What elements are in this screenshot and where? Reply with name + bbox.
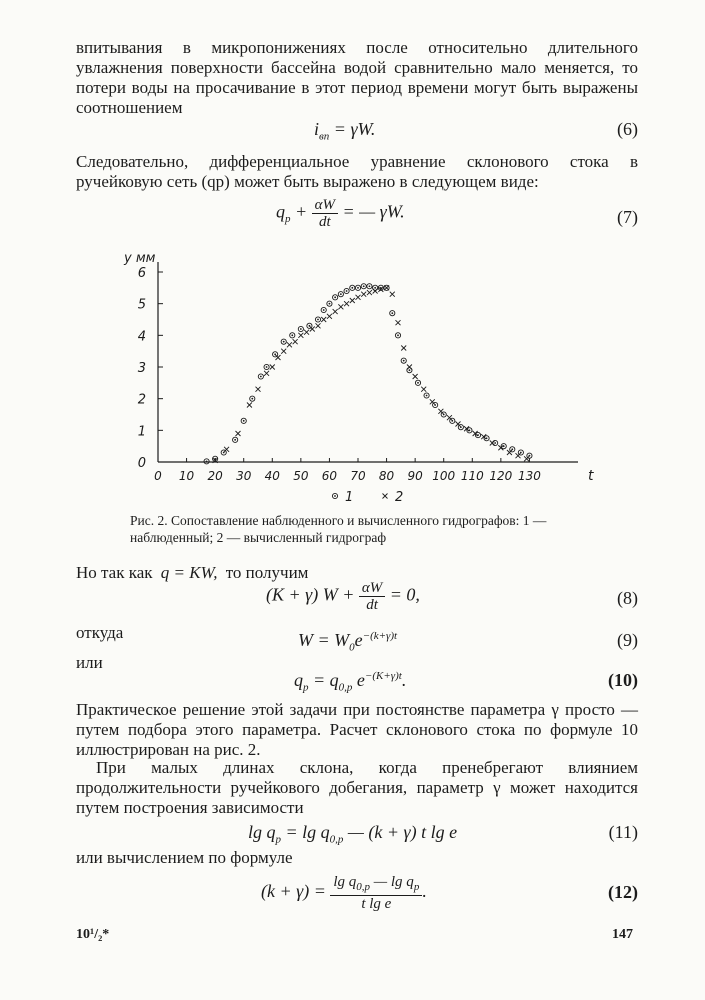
x-tick-label: 130 <box>517 469 541 483</box>
y-tick-label: 6 <box>137 266 146 281</box>
x-tick-label: 40 <box>264 469 280 483</box>
equation-8-body: (K + γ) W + $\frac{\alpha W}{dt}$ = 0, <box>266 580 420 613</box>
equation-8 <box>76 580 638 624</box>
data-point-series-2 <box>430 399 435 404</box>
data-point-series-1-dot <box>234 439 236 441</box>
data-point-series-2 <box>304 330 309 335</box>
equation-7-number: (7) <box>617 207 638 227</box>
data-point-series-2 <box>507 450 512 455</box>
chart-axes <box>123 251 594 484</box>
footer-signature: 10¹/₂* <box>76 927 110 942</box>
data-point-series-1-dot <box>351 287 353 289</box>
data-point-series-1-dot <box>329 303 331 305</box>
equation-6-number: (6) <box>617 119 638 139</box>
data-point-series-1 <box>367 284 372 289</box>
we-get-text: то получим <box>225 563 309 582</box>
data-point-series-1-dot <box>243 420 245 422</box>
data-point-series-1-dot <box>426 395 428 397</box>
data-point-series-1-dot <box>260 376 262 378</box>
data-point-series-2 <box>350 298 355 303</box>
series-1 <box>204 284 532 464</box>
data-point-series-1 <box>415 380 420 385</box>
data-point-series-1 <box>321 307 326 312</box>
data-point-series-1 <box>241 418 246 423</box>
x-tick-label: 30 <box>236 469 252 483</box>
chart-legend <box>332 490 403 505</box>
equation-7-body: $q_p$ + $\frac{\alpha W}{dt}$ = — γW. <box>276 197 405 230</box>
data-point-series-2 <box>281 349 286 354</box>
data-point-series-2 <box>361 292 366 297</box>
equation-12-number: (12) <box>608 882 638 902</box>
data-point-series-1-dot <box>206 460 208 462</box>
data-point-series-2 <box>256 387 261 392</box>
legend-marker-2 <box>383 494 388 499</box>
whence-label: откуда <box>76 623 124 642</box>
equation-10-body: $q_p = q_{0,p}$ $e^{-(K+\gamma)t}$. <box>294 670 407 694</box>
data-point-series-1-dot <box>403 360 405 362</box>
data-point-series-1-dot <box>417 382 419 384</box>
data-point-series-1 <box>327 301 332 306</box>
x-axis-label: t <box>588 468 594 484</box>
data-point-series-2 <box>247 403 252 408</box>
data-point-series-1 <box>233 437 238 442</box>
data-point-series-1-dot <box>409 369 411 371</box>
data-point-series-2 <box>390 292 395 297</box>
equation-6-body: $i_{вп} = \gamma W$. <box>314 119 376 143</box>
data-point-series-1 <box>298 326 303 331</box>
data-point-series-2 <box>401 346 406 351</box>
x-tick-label: 110 <box>460 469 484 483</box>
data-point-series-2 <box>321 317 326 322</box>
data-point-series-2 <box>396 320 401 325</box>
y-axis-label: y мм <box>124 251 156 266</box>
y-tick-label: 2 <box>137 392 146 408</box>
equation-9-number: (9) <box>617 630 638 650</box>
data-point-series-1-dot <box>346 290 348 292</box>
data-point-series-1-dot <box>334 296 336 298</box>
paragraph-intro: впитывания в микропонижениях после относительно длительного увлажнения поверхности бассейна водой сравнительно мало меняется, то потери воды на просачивание в этот период времени могут быть выражены соотношением <box>76 38 638 117</box>
hydrograph-chart <box>120 250 594 510</box>
x-tick-label: 20 <box>207 469 223 483</box>
data-point-series-2 <box>298 333 303 338</box>
data-point-series-2 <box>344 301 349 306</box>
y-tick-label: 0 <box>137 456 146 471</box>
or-compute-label: или вычислением по формуле <box>76 848 293 867</box>
data-point-series-2 <box>310 327 315 332</box>
data-point-series-2 <box>356 295 361 300</box>
equation-9-body: $W = W_0e^{-(k+\gamma)t}$ <box>298 630 398 654</box>
data-point-series-2 <box>264 371 269 376</box>
legend-marker-1 <box>332 493 337 498</box>
data-point-series-2 <box>338 304 343 309</box>
data-point-series-1-dot <box>357 287 359 289</box>
data-point-series-2 <box>333 309 338 314</box>
data-point-series-1 <box>390 311 395 316</box>
y-tick-label: 5 <box>137 297 146 313</box>
data-point-series-2 <box>447 415 452 420</box>
equation-9 <box>76 630 638 664</box>
data-point-series-1 <box>315 317 320 322</box>
chart-ticks <box>138 266 542 483</box>
paragraph-practical: Практическое решение этой задачи при постоянстве параметра γ просто — путем подбора этого параметра. Расчет склонового стока по формуле 10 иллюстрирован на рис. 2. <box>76 700 638 759</box>
equation-12 <box>76 874 638 918</box>
x-tick-label: 60 <box>321 469 338 483</box>
data-point-series-2 <box>413 374 418 379</box>
data-point-series-1 <box>338 292 343 297</box>
paragraph-small-lengths: При малых длинах склона, когда пренебрегают влиянием продолжительности ручейкового добегания, параметр γ может находится путем построения зависимости <box>76 758 638 817</box>
data-point-series-1-dot <box>283 341 285 343</box>
but-since-eq: q = KW, <box>160 563 218 582</box>
data-point-series-1 <box>264 364 269 369</box>
data-point-series-1-dot <box>369 285 371 287</box>
data-point-series-2 <box>384 285 389 290</box>
data-point-series-2 <box>224 447 229 452</box>
data-point-series-1 <box>493 440 498 445</box>
data-point-series-1-dot <box>251 398 253 400</box>
data-point-series-2 <box>236 431 241 436</box>
chart-points <box>204 284 532 464</box>
equation-10-number: (10) <box>608 670 638 690</box>
data-point-series-1 <box>258 374 263 379</box>
data-point-series-1 <box>355 285 360 290</box>
data-point-series-1 <box>344 288 349 293</box>
data-point-series-1-dot <box>266 366 268 368</box>
figure-caption: Рис. 2. Сопоставление наблюденного и вычисленного гидрографов: 1 — наблюденный; 2 — вычисленный гидрограф <box>130 513 547 545</box>
data-point-series-1 <box>361 284 366 289</box>
page-number: 147 <box>612 927 633 942</box>
data-point-series-2 <box>276 355 281 360</box>
data-point-series-2 <box>270 365 275 370</box>
legend-label-1: 1 <box>345 490 354 505</box>
data-point-series-1 <box>204 459 209 464</box>
x-tick-label: 90 <box>407 469 423 483</box>
paragraph-consequently: Следовательно, дифференциальное уравнение склонового стока в ручейковую сеть (qр) может быть выражено в следующем виде: <box>76 152 638 191</box>
data-point-series-1-dot <box>397 334 399 336</box>
x-tick-label: 10 <box>178 469 195 483</box>
data-point-series-2 <box>407 365 412 370</box>
x-tick-label: 0 <box>154 469 162 483</box>
y-tick-label: 3 <box>137 361 146 376</box>
but-since-text: Но так как <box>76 563 153 582</box>
equation-6 <box>76 119 638 153</box>
x-tick-label: 100 <box>432 469 456 483</box>
data-point-series-1-dot <box>323 309 325 311</box>
equation-7 <box>76 197 638 243</box>
y-tick-label: 1 <box>137 424 146 440</box>
legend-label-2: 2 <box>395 490 404 505</box>
x-tick-label: 70 <box>350 469 366 483</box>
data-point-series-1-dot <box>300 328 302 330</box>
equation-11-number: (11) <box>608 822 638 842</box>
data-point-series-1-dot <box>374 287 376 289</box>
equation-12-body: (k + γ) = $\frac{\lg q_{0,p} — \lg q_p}{\text{t lg e}}$ . <box>261 874 427 912</box>
data-point-series-1-dot <box>291 334 293 336</box>
data-point-series-2 <box>490 441 495 446</box>
data-point-series-1-dot <box>494 442 496 444</box>
data-point-series-1-dot <box>391 312 393 314</box>
data-point-series-1 <box>395 333 400 338</box>
data-point-series-2 <box>287 342 292 347</box>
data-point-series-1-dot <box>317 319 319 321</box>
equation-10 <box>76 670 638 704</box>
equation-11-body: $\lg q_p = \lg q_{0,p}$ — (k + γ) t lg e <box>248 822 458 846</box>
data-point-series-2 <box>373 289 378 294</box>
data-point-series-1 <box>350 285 355 290</box>
data-point-series-2 <box>524 456 529 461</box>
x-tick-label: 80 <box>378 469 395 483</box>
data-point-series-1-dot <box>363 285 365 287</box>
data-point-series-1 <box>424 393 429 398</box>
data-point-series-2 <box>516 453 521 458</box>
data-point-series-2 <box>367 290 372 295</box>
or-label: или <box>76 653 103 672</box>
equation-8-number: (8) <box>617 588 638 608</box>
data-point-series-1 <box>290 333 295 338</box>
data-point-series-1-dot <box>340 293 342 295</box>
x-tick-label: 120 <box>489 469 513 483</box>
x-tick-label: 50 <box>293 469 309 483</box>
y-tick-label: 4 <box>137 329 146 345</box>
data-point-series-1 <box>333 295 338 300</box>
data-point-series-1 <box>250 396 255 401</box>
data-point-series-2 <box>421 387 426 392</box>
data-point-series-2 <box>456 422 461 427</box>
legend-marker-1-dot <box>334 495 336 497</box>
data-point-series-2 <box>438 409 443 414</box>
data-point-series-2 <box>293 339 298 344</box>
data-point-series-1 <box>281 339 286 344</box>
data-point-series-2 <box>316 323 321 328</box>
data-point-series-1 <box>401 358 406 363</box>
data-point-series-2 <box>327 314 332 319</box>
